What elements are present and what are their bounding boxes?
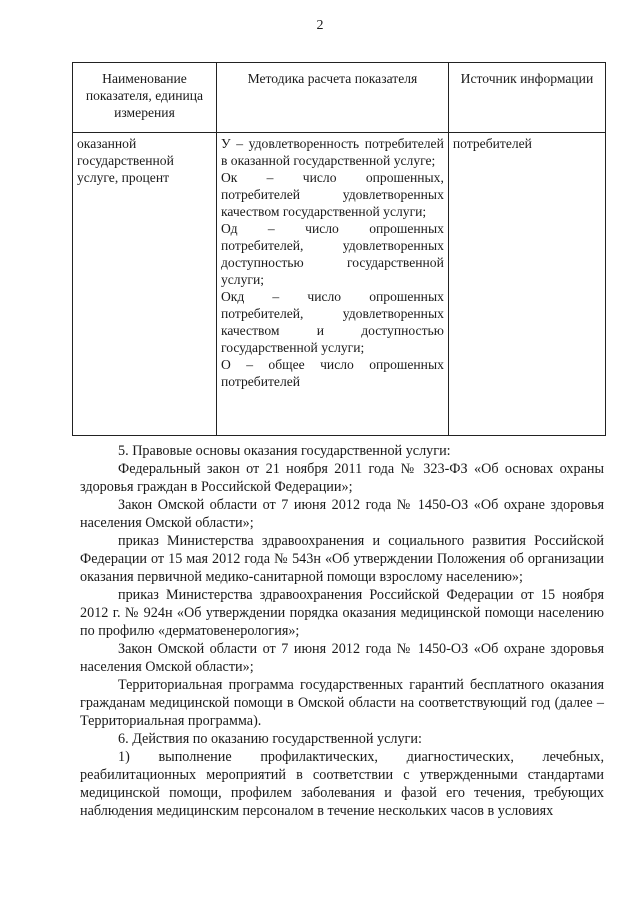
table-row — [73, 133, 606, 436]
method-line: Окд – число опрошенных потребителей, удовлетворенных качеством и доступностью государственной услуги; — [220, 289, 444, 355]
indicator-name-cell: оказанной государственной услуге, процент — [73, 133, 217, 436]
paragraph: Федеральный закон от 21 ноября 2011 года № 323-ФЗ «Об основах охраны здоровья граждан в Российской Федерации»; — [80, 461, 604, 495]
indicators-table — [72, 62, 606, 436]
header-indicator-name: Наименование показателя, единица измерения — [73, 63, 217, 133]
paragraph: Территориальная программа государственных гарантий бесплатного оказания гражданам медицинской помощи в Омской области на соответствующий год (далее – Территориальная программа). — [80, 677, 604, 729]
header-information-source: Источник информации — [448, 63, 605, 133]
paragraph: приказ Министерства здравоохранения и социального развития Российской Федерации от 15 мая 2012 года № 543н «Об утверждении Положения об организации оказания первичной медико-санитарной помощи взрослому населению»; — [80, 533, 604, 585]
section-heading: 6. Действия по оказанию государственной услуги: — [118, 731, 422, 747]
section-heading: 5. Правовые основы оказания государственной услуги: — [118, 443, 451, 459]
table-header-row — [73, 63, 606, 133]
page-number: 2 — [316, 18, 324, 33]
information-source-cell: потребителей — [448, 133, 605, 436]
method-line: У – удовлетворенность потребителей в оказанной государственной услуге; — [220, 136, 444, 168]
method-line: О – общее число опрошенных потребителей — [220, 357, 444, 389]
paragraph: 1) выполнение профилактических, диагностических, лечебных, реабилитационных мероприятий в соответствии с утвержденными стандартами медицинской помощи, профилем заболевания и фазой его течения, требующих наблюдения медицинским персоналом в течение нескольких часов в условиях — [80, 749, 604, 819]
calculation-method-cell — [216, 133, 448, 436]
method-line: Од – число опрошенных потребителей, удовлетворенных доступностью государственной услуги; — [220, 221, 444, 287]
paragraph: приказ Министерства здравоохранения Российской Федерации от 15 ноября 2012 г. № 924н «Об утверждении порядка оказания медицинской помощи населению по профилю «дерматовенерология»; — [80, 587, 604, 639]
paragraph: Закон Омской области от 7 июня 2012 года № 1450-ОЗ «Об охране здоровья населения Омской области»; — [80, 641, 604, 675]
paragraph: Закон Омской области от 7 июня 2012 года № 1450-ОЗ «Об охране здоровья населения Омской области»; — [80, 497, 604, 531]
header-calculation-method: Методика расчета показателя — [216, 63, 448, 133]
method-line: Ок – число опрошенных, потребителей удовлетворенных качеством государственной услуги; — [220, 170, 444, 219]
document-body — [80, 442, 604, 820]
